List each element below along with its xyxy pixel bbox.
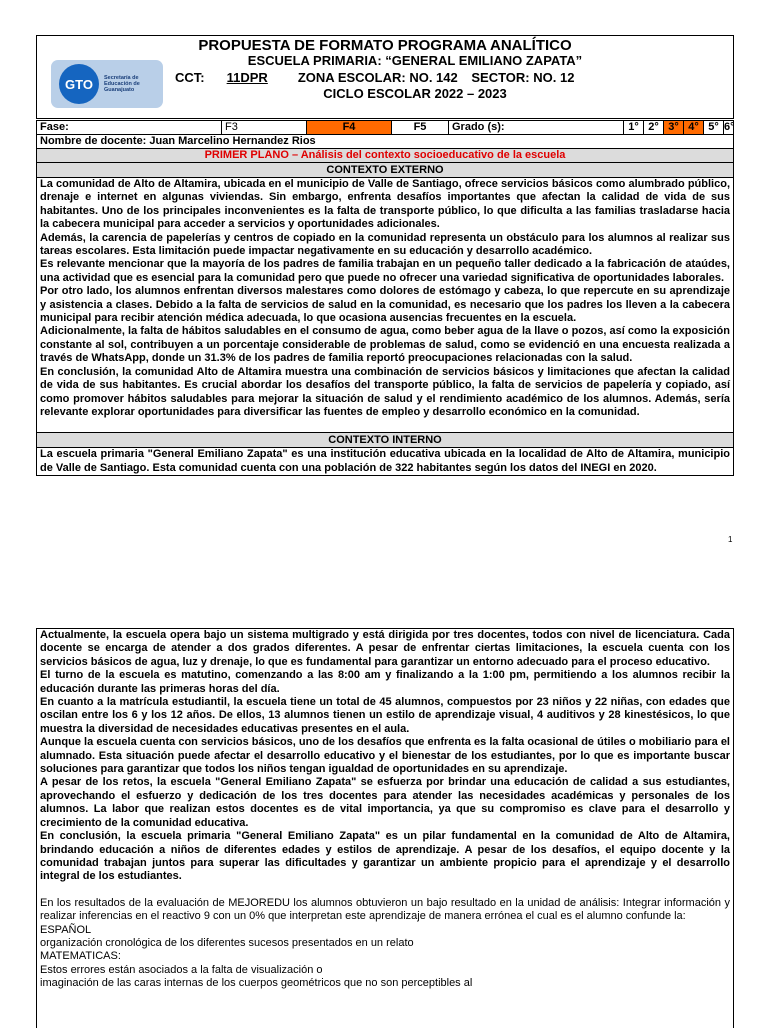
grado-label: Grado (s): <box>449 121 624 134</box>
contexto-interno-header: CONTEXTO INTERNO <box>36 433 734 448</box>
contexto-interno-continued <box>36 628 734 1028</box>
interno-paragraph: Aunque la escuela cuenta con servicios básicos, uno de los desafíos que enfrenta es la falta ocasional de útiles o mobiliario para el alumnado. Esta situación puede afectar el desarrollo educativo y el bienestar de los estudiantes, por lo que es importante buscar soluciones para garantizar que todos los niños tengan igualdad de oportunidades en su aprendizaje. <box>40 736 730 776</box>
school-codes <box>175 70 574 85</box>
fase-grado-row <box>36 120 734 135</box>
cct-label: CCT: <box>175 70 205 85</box>
externo-paragraph: Por otro lado, los alumnos enfrentan diversos malestares como dolores de estómago y cabeza, lo que repercute en su aprendizaje y asistencia a clases. Debido a la falta de servicios de salud en la comunidad, es necesario que los padres los lleven a la cabecera municipal para recibir atención médica adecuada, lo que ocasiona ausencias frecuentes en la escuela. <box>40 285 730 325</box>
mejoredu-intro: En los resultados de la evaluación de MEJOREDU los alumnos obtuvieron un bajo resultado en la unidad de análisis: Integrar información y realizar inferencias en el reactivo 9 con un 0% que interpretan este aprendizaje de manera errónea el cual es el alumno confunde la: <box>40 896 730 923</box>
contexto-externo-body <box>36 178 734 433</box>
page-number: 1 <box>728 535 733 544</box>
contexto-externo-header: CONTEXTO EXTERNO <box>36 163 734 178</box>
ciclo-escolar: CICLO ESCOLAR 2022 – 2023 <box>323 86 507 101</box>
externo-paragraph: La comunidad de Alto de Altamira, ubicada en el municipio de Valle de Santiago, ofrece servicios básicos como alumbrado público, drenaje e internet en algunas viviendas. Sin embargo, enfrenta desafíos importantes que afectan la calidad de vida de sus habitantes. Uno de los principales inconvenientes es la falta de transporte público, lo que dificulta a las familias trasladarse hacia la cabecera municipal para acceder a servicios y oportunidades adicionales. <box>40 178 730 231</box>
interno-paragraph: Actualmente, la escuela opera bajo un sistema multigrado y está dirigida por tres docentes, todos con nivel de licenciatura. Cada docente se encarga de atender a dos grados diferentes. A pesar de enfrentar ciertas limitaciones, la escuela cuenta con los servicios básicos de agua, luz y drenaje, lo que es fundamental para garantizar un entorno adecuado para el proceso educativo. <box>40 629 730 668</box>
interno-paragraph: La escuela primaria "General Emiliano Zapata" es una institución educativa ubicada en la localidad de Alto de Altamira, municipio de Valle de Santiago. Esta comunidad cuenta con una población de 322 habitantes según los datos del INEGI en 2020. <box>40 448 730 474</box>
page-1 <box>36 35 734 476</box>
grado-4: 4° <box>684 121 704 134</box>
page-2 <box>36 628 734 1028</box>
externo-paragraph: Además, la carencia de papelerías y centros de copiado en la comunidad representa un obstáculo para los alumnos al realizar sus tareas escolares. Esta limitación puede impactar negativamente en su educación y desarrollo académico. <box>40 231 730 258</box>
externo-paragraph: En conclusión, la comunidad Alto de Altamira muestra una combinación de servicios básicos y limitaciones que afectan la calidad de vida de sus habitantes. Es crucial abordar los desafíos del transporte público, la falta de servicios de papelería y copiado, así como promover hábitos saludables para mejorar la situación de salud y el rendimiento académico de los alumnos. Además, sería relevante explorar oportunidades para diversificar las fuentes de empleo y desarrollo económico en la comunidad. <box>40 365 730 418</box>
fase-f4: F4 <box>307 121 392 134</box>
grado-3: 3° <box>664 121 684 134</box>
grado-6: 6° <box>724 121 735 133</box>
docente-row <box>36 135 734 149</box>
document-header <box>36 35 734 119</box>
gto-logo <box>51 60 163 108</box>
externo-paragraph: Adicionalmente, la falta de hábitos saludables en el consumo de agua, como beber agua de la llave o pozos, así como la exposición constante al sol, contribuyen a un porcentaje considerable de problemas de salud, como se evidenció en una encuesta realizada a través de WhatsApp, donde un 31.3% de los padres de familia reportó preocupaciones relacionadas con la salud. <box>40 325 730 365</box>
grado-5: 5° <box>704 121 724 134</box>
docente-name: Nombre de docente: Juan Marcelino Hernandez Rios <box>40 135 316 147</box>
matematicas-text: Estos errores están asociados a la falta de visualización o <box>40 963 323 976</box>
grado-2: 2° <box>644 121 664 134</box>
school-name: ESCUELA PRIMARIA: “GENERAL EMILIANO ZAPATA” <box>247 53 583 68</box>
espanol-label: ESPAÑOL <box>40 923 92 936</box>
fase-f5: F5 <box>392 121 449 134</box>
interno-paragraph: El turno de la escuela es matutino, comenzando a las 8:00 am y finalizando a la 1:00 pm, permitiendo a los alumnos recibir la educación durante las primeras horas del día. <box>40 669 730 695</box>
interno-paragraph: En conclusión, la escuela primaria "General Emiliano Zapata" es un pilar fundamental en la comunidad de Alto de Altamira, brindando educación a niños de diferentes edades y estilos de aprendizaje. A pesar de los desafíos, el equipo docente y la comunidad trabajan juntos para superar las dificultades y garantizar un ambiente propicio para el aprendizaje y el desarrollo integral de los estudiantes. <box>40 830 730 883</box>
fase-label: Fase: <box>37 121 222 134</box>
externo-paragraph: Es relevante mencionar que la mayoría de los padres de familia trabajan en un pequeño taller dedicado a la fabricación de ataúdes, una actividad que es esencial para la comunidad pero que puede no ofrecer una variedad significativa de oportunidades laborales. <box>40 258 730 284</box>
primer-plano-header: PRIMER PLANO – Análisis del contexto socioeducativo de la escuela <box>36 149 734 163</box>
contexto-interno-body <box>36 448 734 476</box>
grado-1: 1° <box>624 121 644 134</box>
logo-caption: Secretaría de Educación de Guanajuato <box>104 75 140 93</box>
fase-f3: F3 <box>222 121 307 134</box>
interno-paragraph: A pesar de los retos, la escuela "General Emiliano Zapata" se esfuerza por brindar una educación de calidad a sus estudiantes, aprovechando el esfuerzo y dedicación de los tres docentes para atender las necesidades académicas y personales de los alumnos. La labor que realizan estos docentes es de vital importancia, ya que su compromiso es clave para el desarrollo y crecimiento de la comunidad educativa. <box>40 776 730 829</box>
zona-escolar: ZONA ESCOLAR: NO. 142 <box>297 70 458 85</box>
sector: SECTOR: NO. 12 <box>471 70 575 85</box>
matematicas-label: MATEMATICAS: <box>40 950 121 963</box>
gto-logo-icon: GTO <box>59 64 99 104</box>
interno-paragraph: En cuanto a la matrícula estudiantil, la escuela tiene un total de 45 alumnos, compuestos por 23 niños y 22 niñas, con edades que oscilan entre los 6 y los 12 años. De ellos, 13 alumnos tienen un estilo de aprendizaje visual, 4 auditivos y 28 kinestésicos, lo que muestra la diversidad de necesidades educativas presentes en el aula. <box>40 696 730 735</box>
document-title: PROPUESTA DE FORMATO PROGRAMA ANALÍTICO <box>198 37 572 54</box>
matematicas-text: imaginación de las caras internas de los cuerpos geométricos que no son perceptibles al <box>40 977 473 990</box>
cct-value: 11DPR <box>226 70 268 85</box>
espanol-text: organización cronológica de los diferentes sucesos presentados en un relato <box>40 936 414 949</box>
